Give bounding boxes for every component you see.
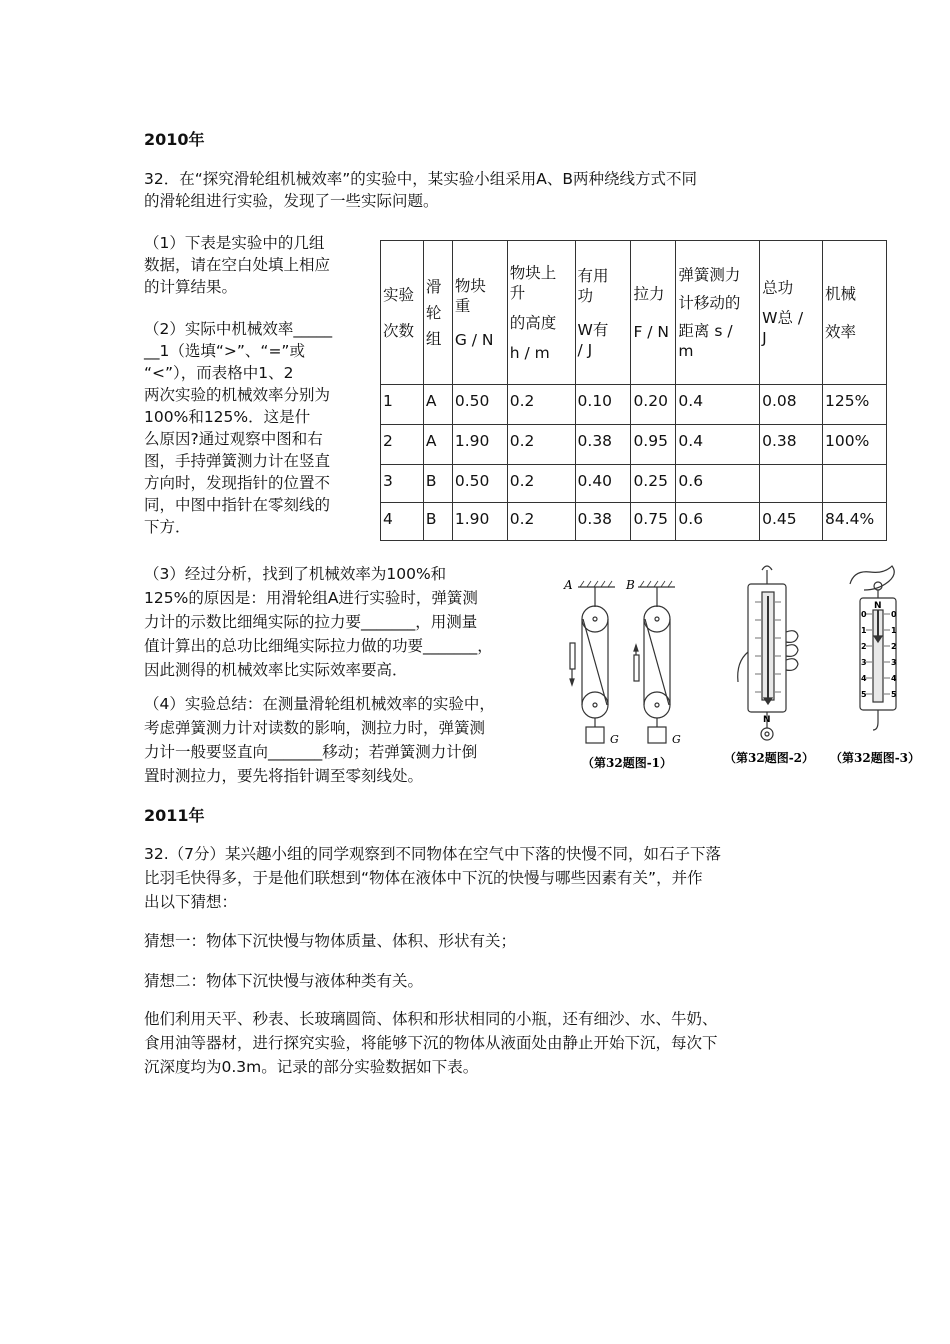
intro-line: 的滑轮组进行实验，发现了一些实际问题。 [144, 192, 439, 210]
scale-number: 0 [861, 610, 867, 619]
table-cell: 0.4 [676, 425, 760, 465]
table-cell: 0.75 [631, 503, 676, 541]
table-cell: 1.90 [452, 503, 507, 541]
figure-2-caption: （第32题图-2） [724, 751, 815, 765]
table-cell: 0.50 [452, 465, 507, 503]
guess-1: 猜想一：物体下沉快慢与物体质量、体积、形状有关； [144, 932, 517, 950]
table-cell: 2 [381, 425, 424, 465]
part-1-text [144, 232, 374, 298]
text-line: 方向时，发现指针的位置不 [144, 474, 331, 492]
text-line: （3）经过分析，找到了机械效率为100%和 [144, 565, 447, 583]
table-cell: 0.08 [760, 385, 823, 425]
table-cell: 0.6 [676, 503, 760, 541]
table-cell: 0.25 [631, 465, 676, 503]
text-line: （4）实验总结：在测量滑轮组机械效率的实验中， [144, 695, 495, 713]
header-cell: 机械 效率 [823, 241, 887, 385]
label-g: G [610, 733, 619, 746]
text-line: 力计一般要竖直向_______移动；若弹簧测力计倒 [144, 743, 478, 761]
text-line: 出以下猜想： [144, 893, 238, 911]
scale-number: 1 [861, 626, 867, 635]
text-line: 力计的示数比细绳实际的拉力要_______，用测量 [144, 613, 478, 631]
table-cell: 100% [823, 425, 887, 465]
table-cell: 84.4% [823, 503, 887, 541]
text-line: 沉深度均为0.3m。记录的部分实验数据如下表。 [144, 1058, 479, 1076]
table-row [381, 425, 887, 465]
table-cell: 0.38 [760, 425, 823, 465]
table-cell: 125% [823, 385, 887, 425]
section-heading-2011: 2011年 [144, 806, 205, 825]
text-line: 32.（7分）某兴趣小组的同学观察到不同物体在空气中下落的快慢不同，如石子下落 [144, 845, 722, 863]
table-cell: 0.38 [575, 425, 631, 465]
header-cell: 实验 次数 [381, 241, 424, 385]
text-line: 置时测拉力，要先将指针调至零刻线处。 [144, 767, 424, 785]
table-cell: 4 [381, 503, 424, 541]
figure-1-caption: （第32题图-1） [582, 756, 673, 770]
text-line: 图，手持弹簧测力计在竖直 [144, 452, 331, 470]
scale-number: 5 [891, 690, 897, 699]
scale-number: 0 [891, 610, 897, 619]
table-cell: 0.20 [631, 385, 676, 425]
scale-number: 2 [861, 642, 867, 651]
label-a: A [564, 578, 573, 592]
header-cell: 物块上 升 的高度 h / m [507, 241, 575, 385]
spring-scale-figure-2 [722, 562, 832, 775]
table-row [381, 385, 887, 425]
part-3-text [144, 562, 544, 682]
guess-2: 猜想二：物体下沉快慢与液体种类有关。 [144, 972, 424, 990]
table-cell [823, 465, 887, 503]
table-cell: 0.40 [575, 465, 631, 503]
label-b: B [626, 578, 635, 592]
text-line: （2）实际中机械效率_____ [144, 320, 333, 338]
label-n: N [763, 715, 771, 725]
text-line: 100%和125%．这是什 [144, 408, 311, 426]
scale-number: 3 [891, 658, 897, 667]
pulley-diagram-figure-1 [560, 575, 700, 775]
table-cell: 1.90 [452, 425, 507, 465]
header-cell: 总功 W总 / J [760, 241, 823, 385]
scale-number: 3 [861, 658, 867, 667]
table-cell: 0.38 [575, 503, 631, 541]
text-line: 同，中图中指针在零刻线的 [144, 496, 331, 514]
section-heading-2010: 2010年 [144, 130, 205, 149]
table-cell: 0.2 [507, 503, 575, 541]
scale-number: 4 [891, 674, 897, 683]
table-cell: 0.2 [507, 385, 575, 425]
table-header-row [381, 241, 887, 385]
table-cell [760, 465, 823, 503]
table-cell: 0.95 [631, 425, 676, 465]
table-row [381, 503, 887, 541]
part-2-text [144, 318, 374, 538]
text-line: __1（选填“>”、“=”或 [144, 342, 305, 360]
text-line: （1）下表是实验中的几组 [144, 234, 325, 252]
text-line: 比羽毛快得多，于是他们联想到“物体在液体中下沉的快慢与哪些因素有关”，并作 [144, 869, 703, 887]
header-cell: 拉力 F / N [631, 241, 676, 385]
text-line: 考虑弹簧测力计对读数的影响，测拉力时，弹簧测 [144, 719, 486, 737]
scale-number: 2 [891, 642, 897, 651]
text-line: 么原因?通过观察中图和右 [144, 430, 323, 448]
text-line: 因此测得的机械效率比实际效率要高． [144, 661, 408, 679]
spring-scale-figure-3 [830, 562, 945, 775]
question-intro [144, 168, 697, 212]
text-line: 的计算结果。 [144, 278, 238, 296]
table-cell: B [423, 503, 452, 541]
table-cell: A [423, 425, 452, 465]
scale-number: 1 [891, 626, 897, 635]
header-cell: 弹簧测力 计移动的 距离 s / m [676, 241, 760, 385]
table-cell: 0.4 [676, 385, 760, 425]
experiment-data-table [380, 240, 887, 541]
table-cell: 3 [381, 465, 424, 503]
question-2011-intro [144, 842, 721, 914]
scale-number: 5 [861, 690, 867, 699]
text-line: 125%的原因是：用滑轮组A进行实验时，弹簧测 [144, 589, 478, 607]
table-cell: 0.6 [676, 465, 760, 503]
text-line: 数据，请在空白处填上相应 [144, 256, 331, 274]
table-cell: 1 [381, 385, 424, 425]
text-line: 下方． [144, 518, 191, 536]
header-cell: 物块 重 G / N [452, 241, 507, 385]
header-cell: 滑 轮 组 [423, 241, 452, 385]
intro-line: 32．在“探究滑轮组机械效率”的实验中，某实验小组采用A、B两种绕线方式不同 [144, 170, 698, 188]
label-g: G [672, 733, 681, 746]
scale-number: 4 [861, 674, 867, 683]
text-line: 两次实验的机械效率分别为 [144, 386, 331, 404]
text-line: “<”），而表格中1、2 [144, 364, 294, 382]
figure-3-caption: （第32题图-3） [830, 751, 921, 765]
table-cell: A [423, 385, 452, 425]
table-cell: 0.2 [507, 425, 575, 465]
method-text [144, 1007, 718, 1079]
header-cell: 有用 功 W有 / J [575, 241, 631, 385]
table-cell: 0.45 [760, 503, 823, 541]
label-n: N [874, 601, 882, 611]
table-cell: B [423, 465, 452, 503]
table-cell: 0.10 [575, 385, 631, 425]
text-line: 他们利用天平、秒表、长玻璃圆筒、体积和形状相同的小瓶，还有细沙、水、牛奶、 [144, 1010, 718, 1028]
table-row [381, 465, 887, 503]
table-cell: 0.50 [452, 385, 507, 425]
table-cell: 0.2 [507, 465, 575, 503]
text-line: 食用油等器材，进行探究实验，将能够下沉的物体从液面处由静止开始下沉，每次下 [144, 1034, 718, 1052]
text-line: 值计算出的总功比细绳实际拉力做的功要_______， [144, 637, 493, 655]
part-4-text [144, 692, 544, 788]
